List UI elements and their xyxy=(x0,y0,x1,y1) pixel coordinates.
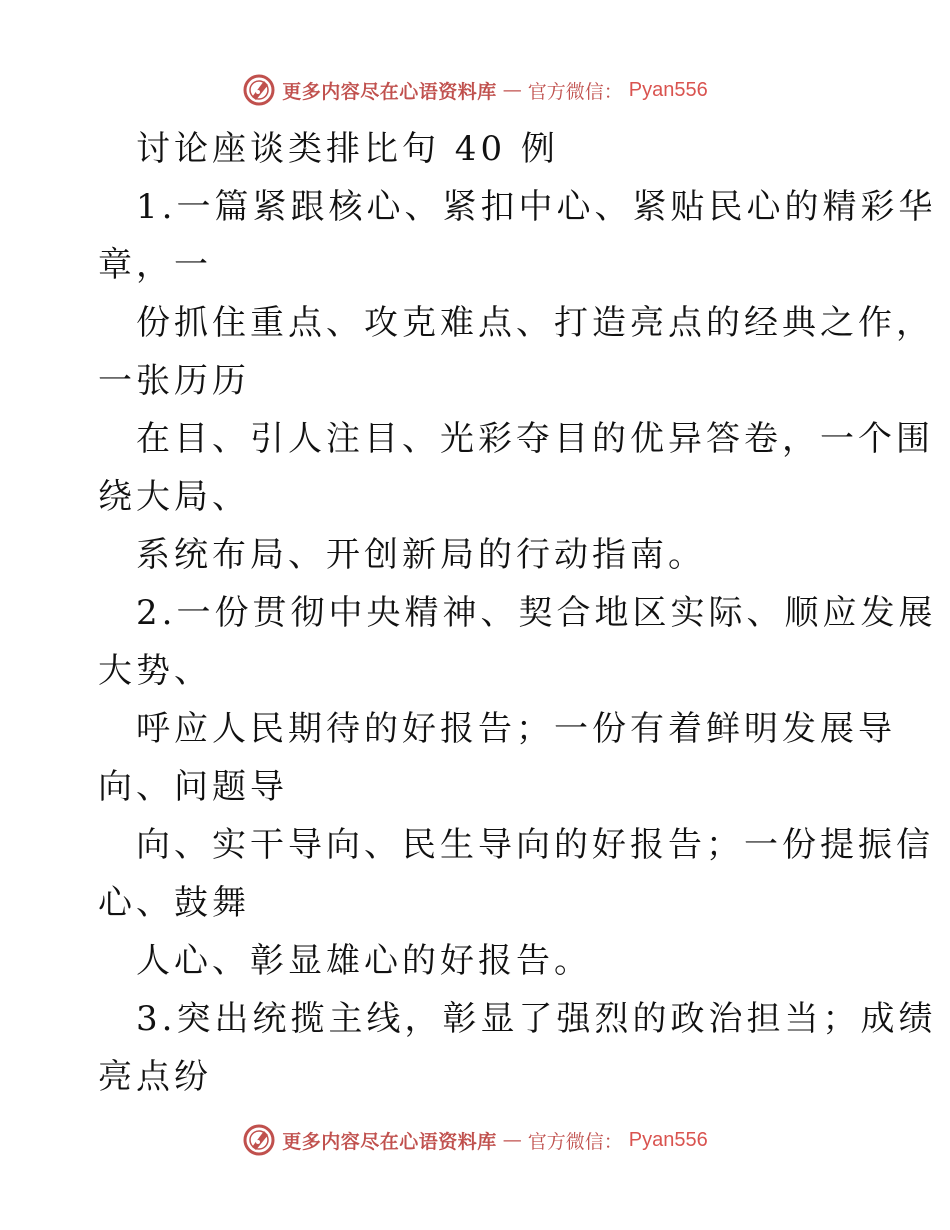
text-line: 绕大局、 xyxy=(98,477,250,517)
header-dash: — xyxy=(502,79,522,101)
header-wechat-label: 官方微信： xyxy=(527,80,623,103)
text-line: 份抓住重点、攻克难点、打造亮点的经典之作， xyxy=(136,303,934,343)
pen-nib-logo-icon xyxy=(242,73,276,107)
text-line: 心、鼓舞 xyxy=(98,883,250,923)
header-banner xyxy=(0,70,950,110)
footer-dash: — xyxy=(502,1129,522,1151)
header-brand-text: 更多内容尽在心语资料库 xyxy=(282,80,497,103)
footer-brand-text: 更多内容尽在心语资料库 xyxy=(282,1130,497,1153)
text-line: 人心、彰显雄心的好报告。 xyxy=(136,941,592,981)
text-line: 1.一篇紧跟核心、紧扣中心、紧贴民心的精彩华 xyxy=(136,187,937,227)
text-line: 呼应人民期待的好报告；一份有着鲜明发展导 xyxy=(136,709,896,749)
text-line: 2.一份贯彻中央精神、契合地区实际、顺应发展 xyxy=(136,593,937,633)
pen-nib-logo-icon xyxy=(242,1123,276,1157)
document-title: 讨论座谈类排比句 40 例 xyxy=(136,129,559,169)
footer-banner xyxy=(0,1120,950,1160)
footer-wechat-label: 官方微信： xyxy=(527,1130,623,1153)
text-line: 章，一 xyxy=(98,245,212,285)
text-line: 系统布局、开创新局的行动指南。 xyxy=(136,535,706,575)
text-line: 亮点纷 xyxy=(98,1057,212,1097)
text-line: 大势、 xyxy=(98,651,212,691)
text-line: 向、实干导向、民生导向的好报告；一份提振信 xyxy=(136,825,934,865)
text-line: 向、问题导 xyxy=(98,767,288,807)
text-line: 一张历历 xyxy=(98,361,250,401)
text-line: 在目、引人注目、光彩夺目的优异答卷，一个围 xyxy=(136,419,934,459)
header-wechat-id: Pyan556 xyxy=(628,78,708,101)
text-line: 3.突出统揽主线，彰显了强烈的政治担当；成绩 xyxy=(136,999,937,1039)
document-body xyxy=(98,120,937,1106)
footer-wechat-id: Pyan556 xyxy=(628,1128,708,1151)
